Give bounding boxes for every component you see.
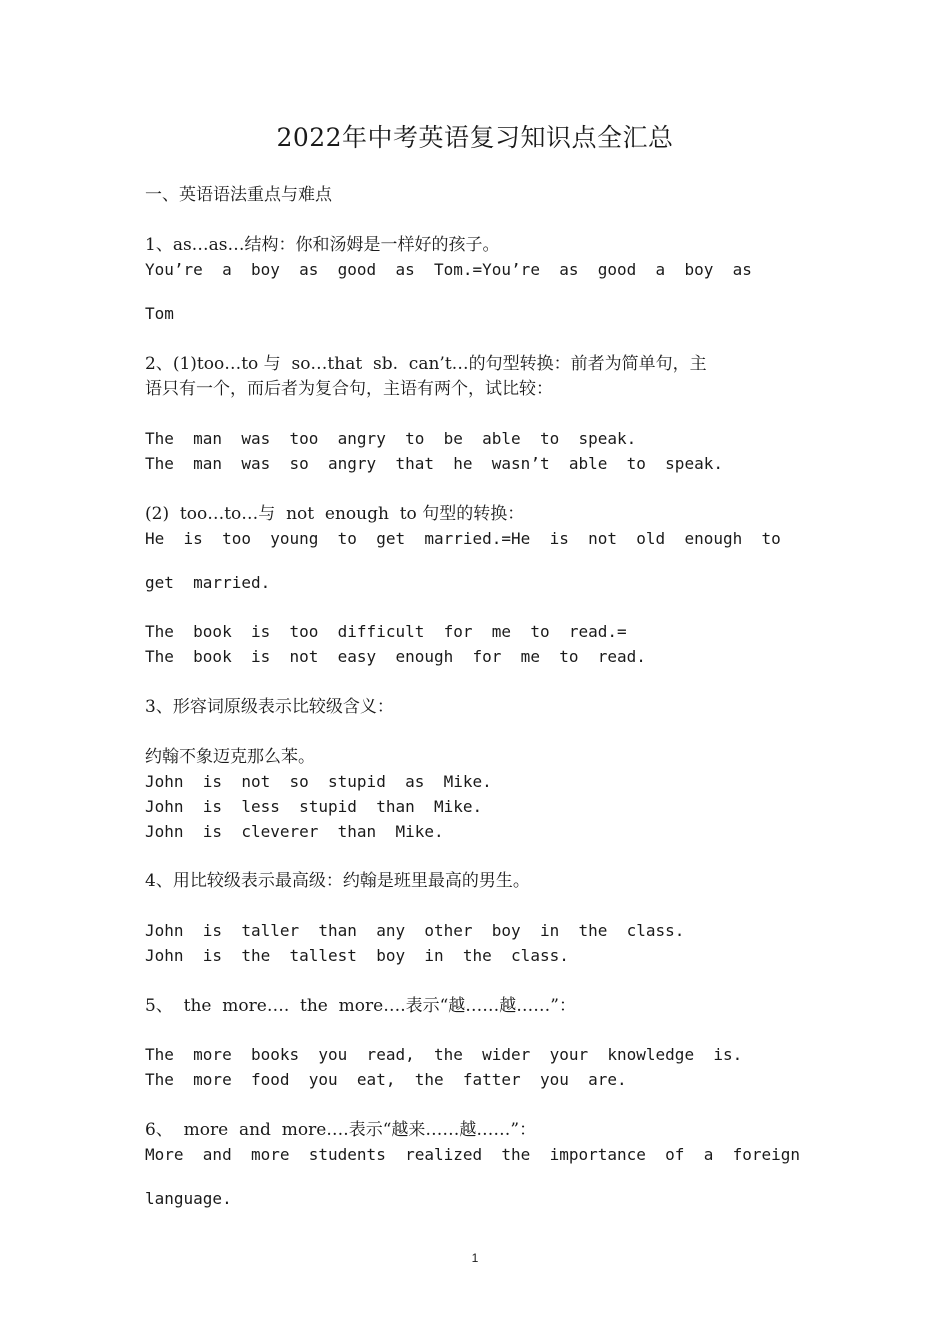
- example-line: You’re a boy as good as Tom.=You’re as good a boy as: [145, 260, 752, 279]
- example-line: John is cleverer than Mike.: [145, 822, 444, 841]
- point-5-heading: 5、 the more…. the more….表示“越……越……”：: [145, 996, 577, 1016]
- example-line: language.: [145, 1189, 232, 1208]
- point-2-heading-cont: 语只有一个，而后者为复合句，主语有两个，试比较：: [145, 379, 553, 399]
- point-3-translation: 约翰不象迈克那么苯。: [145, 747, 315, 767]
- example-line: More and more students realized the importance of a foreign: [145, 1145, 801, 1164]
- example-line: John is not so stupid as Mike.: [145, 772, 492, 791]
- example-line: Tom: [145, 304, 174, 323]
- example-line: John is the tallest boy in the class.: [145, 946, 569, 965]
- example-line: John is taller than any other boy in the class.: [145, 921, 685, 940]
- document-title: 2022年中考英语复习知识点全汇总: [276, 123, 674, 152]
- point-2b-heading: (2) too…to…与 not enough to 句型的转换：: [145, 504, 525, 524]
- example-line: The more books you read, the wider your knowledge is.: [145, 1045, 743, 1064]
- example-line: The book is not easy enough for me to read.: [145, 647, 646, 666]
- point-2-heading: 2、(1)too…to 与 so…that sb. can’t…的句型转换：前者为简单句，主: [145, 354, 707, 374]
- example-line: The man was so angry that he wasn’t able to speak.: [145, 454, 723, 473]
- point-6-heading: 6、 more and more….表示“越来……越……”：: [145, 1120, 537, 1140]
- section-heading: 一、英语语法重点与难点: [145, 185, 332, 205]
- point-4-heading: 4、用比较级表示最高级：约翰是班里最高的男生。: [145, 871, 530, 891]
- example-line: The more food you eat, the fatter you are.: [145, 1070, 627, 1089]
- point-1-heading: 1、as…as…结构：你和汤姆是一样好的孩子。: [145, 235, 500, 255]
- example-line: The man was too angry to be able to speak.: [145, 429, 637, 448]
- example-line: get married.: [145, 573, 271, 592]
- page-number: 1: [471, 1251, 479, 1265]
- example-line: He is too young to get married.=He is not old enough to: [145, 529, 781, 548]
- point-3-heading: 3、形容词原级表示比较级含义：: [145, 697, 394, 717]
- example-line: John is less stupid than Mike.: [145, 797, 483, 816]
- example-line: The book is too difficult for me to read.=: [145, 622, 627, 641]
